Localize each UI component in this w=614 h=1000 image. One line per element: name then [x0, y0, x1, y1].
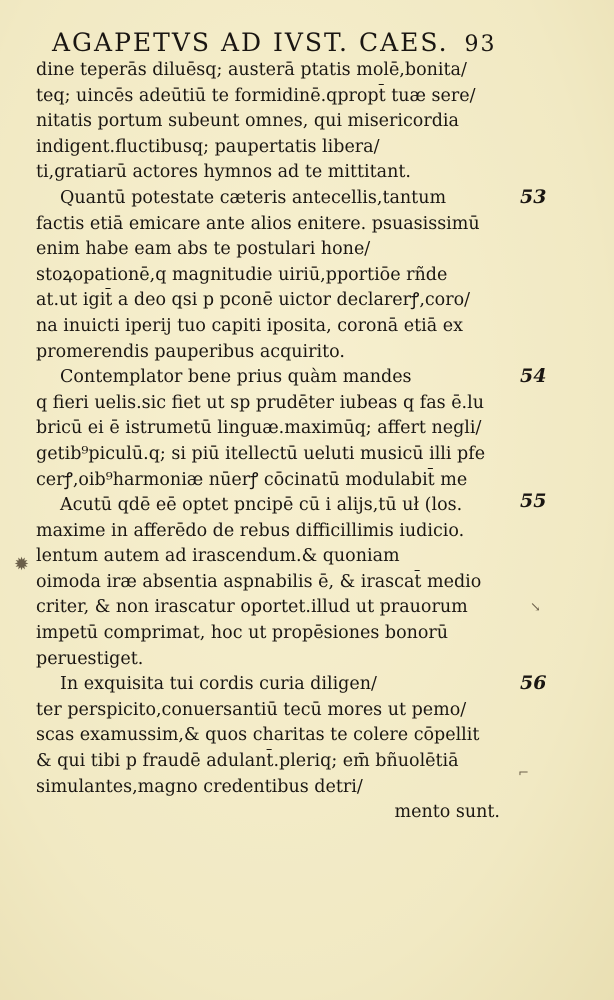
margin-section-number: 54: [520, 365, 547, 387]
text-line: teq; uincēs adeūtiū te formidinē.qpropt̄ tuæ sere/: [36, 85, 476, 106]
text-line: cerꝭ,oib⁹harmoniæ nūerꝭ cōcinatū modulabit̄ me: [36, 469, 468, 490]
text-line: nitatis portum subeunt omnes, qui misericordia: [36, 111, 459, 132]
text-line: In exquisita tui cordis curia diligen/: [60, 674, 377, 695]
text-line: promerendis pauperibus acquirito.: [36, 341, 345, 362]
running-title: AGAPETVS AD IVST. CAES.: [52, 28, 449, 57]
page-number: 93: [464, 32, 497, 57]
text-line: enim habe eam abs te postulari hone/: [36, 239, 371, 260]
text-line: maxime in afferēdo de rebus difficillimis iudicio.: [36, 520, 465, 541]
text-line: at.ut igit̄ a deo qsi p pconē uictor declarerꝭ,coro/: [36, 290, 471, 311]
text-line: scas examussim,& quos charitas te colere cōpellit: [36, 725, 480, 746]
running-header: [52, 28, 512, 62]
text-line: oimoda iræ absentia aspnabilis ē, & irascat̄ medio: [36, 571, 482, 592]
text-line: stoꝝopationē,q magnitudie uiriū,pportiōe rñde: [36, 264, 448, 285]
text-line: bricū ei ē istrumetū linguæ.maximūq; affert negli/: [36, 418, 482, 439]
text-line: peruestiget.: [36, 648, 144, 669]
text-line: q fieri uelis.sic fiet ut sp prudēter iubeas q fas ē.lu: [36, 392, 484, 413]
text-line: criter, & non irascatur oportet.illud ut prauorum: [36, 597, 468, 618]
text-line: dine teperās diluēsq; austerā ptatis molē,bonita/: [36, 60, 467, 80]
text-line: lentum autem ad irascendum.& quoniam: [36, 546, 400, 567]
text-line: Acutū qdē eē optet pncipē cū i alijs,tū uł (los.: [60, 495, 463, 516]
text-line: na inuicti iperij tuo capiti iposita, coronā etiā ex: [36, 315, 463, 336]
margin-section-number: 56: [520, 672, 547, 694]
text-line: indigent.fluctibusq; paupertatis libera/: [36, 136, 380, 157]
text-line: simulantes,magno credentibus detri/: [36, 776, 363, 797]
text-line: impetū comprimat, hoc ut propēsiones bonorū: [36, 623, 449, 644]
text-line: ti,gratiarū actores hymnos ad te mittitant.: [36, 162, 411, 183]
text-block: [36, 58, 506, 826]
text-line: factis etiā emicare ante alios enitere. psuasissimū: [36, 213, 480, 234]
text-line: & qui tibi p fraudē adulant̄.pleriq; em̄ bñuolētiā: [36, 751, 459, 772]
text-line: ter perspicito,conuersantiū tecū mores ut pemo/: [36, 699, 467, 720]
text-line: getib⁹piculū.q; si piū itellectū ueluti musicū illi pfe: [36, 443, 486, 464]
marginal-mark-icon: ✹: [14, 554, 30, 575]
text-line: mento sunt.: [394, 802, 500, 823]
text-line: Quantū potestate cæteris antecellis,tantum: [60, 187, 447, 208]
margin-section-number: 55: [520, 490, 547, 512]
marginal-mark-icon: ⌐: [518, 766, 529, 781]
text-line: Contemplator bene prius quàm mandes: [60, 367, 412, 388]
marginal-mark-icon: ↘: [530, 600, 541, 615]
margin-section-number: 53: [520, 186, 547, 208]
